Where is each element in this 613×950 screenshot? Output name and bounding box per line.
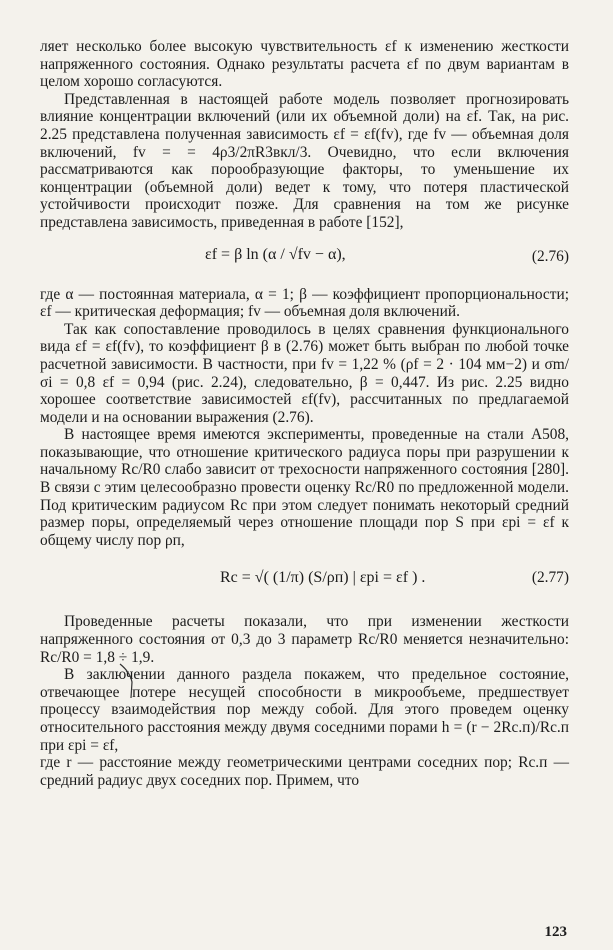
paragraph-7: В заключении данного раздела покажем, что предельное состояние, отвечающее потере несущей способности в микрообъеме, предшествует процессу взаимодействия пор между собой. Для этого проведем оценку относительного расстояния между двумя соседними порами h = (r − 2Rс.п)/Rс.п при εpi = εf, [40,666,569,754]
paragraph-4: Так как сопоставление проводилось в целях сравнения функционального вида εf = εf(fv), то коэффициент β в (2.76) может быть выбран по любой точке расчетной зависимости. В частности, при fv = 1,22 % (ρf = 2 · 104 мм−2) и σm/σi = 0,8 εf = 0,94 (рис. 2.24), следовательно, β = 0,447. Из рис. 2.25 видно хорошее соответствие зависимостей εf(fv), рассчитанных по предлагаемой модели и на основании выражения (2.76). [40,320,569,426]
equation-2-77-formula: Rc = √( (1/π) (S/ρп) | εpi = εf ) . [220,569,426,587]
page-number: 123 [544,924,567,940]
equation-2-77-number: (2.77) [531,569,569,587]
equation-2-77 [40,559,569,605]
paragraph-1: ляет несколько более высокую чувствительность εf к изменению жесткости напряженного состояния. Однако результаты расчета εf по двум вариантам в целом хорошо согласуются. [40,38,569,91]
equation-2-76-formula: εf = β ln (α / √fv − α), [205,245,346,263]
equation-2-76 [40,238,569,280]
paragraph-2: Представленная в настоящей работе модель позволяет прогнозировать влияние концентрации включений (или их объемной доли) на εf. Так, на рис. 2.25 представлена полученная зависимость εf = εf(fv), где fv — объемная доля включений, fv = = 4ρ3/2πR3вкл/3. Очевидно, что если включения рассматриваются как порообразующие факторы, то уменьшение их концентрации (объемной доли) ведет к тому, что потеря пластической устойчивости происходит позже. Для сравнения на том же рисунке представлена зависимость, приведенная в работе [152], [40,90,569,231]
paragraph-3: где α — постоянная материала, α = 1; β — коэффициент пропорциональности; εf — критическая деформация; fv — объемная доля включений. [40,285,569,321]
paragraph-6: Проведенные расчеты показали, что при изменении жесткости напряженного состояния от 0,3 до 3 параметр Rc/R0 меняется незначительно: Rc/R0 = 1,8 ÷ 1,9. [40,613,569,666]
paragraph-8: где r — расстояние между геометрическими центрами соседних пор; Rс.п — средний радиус двух соседних пор. Примем, что [40,754,569,789]
pencil-mark-icon [118,660,140,700]
paragraph-5: В настоящее время имеются эксперименты, проведенные на стали А508, показывающие, что отношение критического радиуса поры при разрушении к начальному Rc/R0 слабо зависит от трехосности напряженного состояния [280]. В связи с этим целесообразно провести оценку Rc/R0 по предложенной модели. Под критическим радиусом Rc при этом следует понимать некоторый средний размер поры, определяемый через отношение площади пор S при εpi = εf к общему числу пор ρп, [40,426,569,549]
equation-2-76-number: (2.76) [531,247,569,265]
